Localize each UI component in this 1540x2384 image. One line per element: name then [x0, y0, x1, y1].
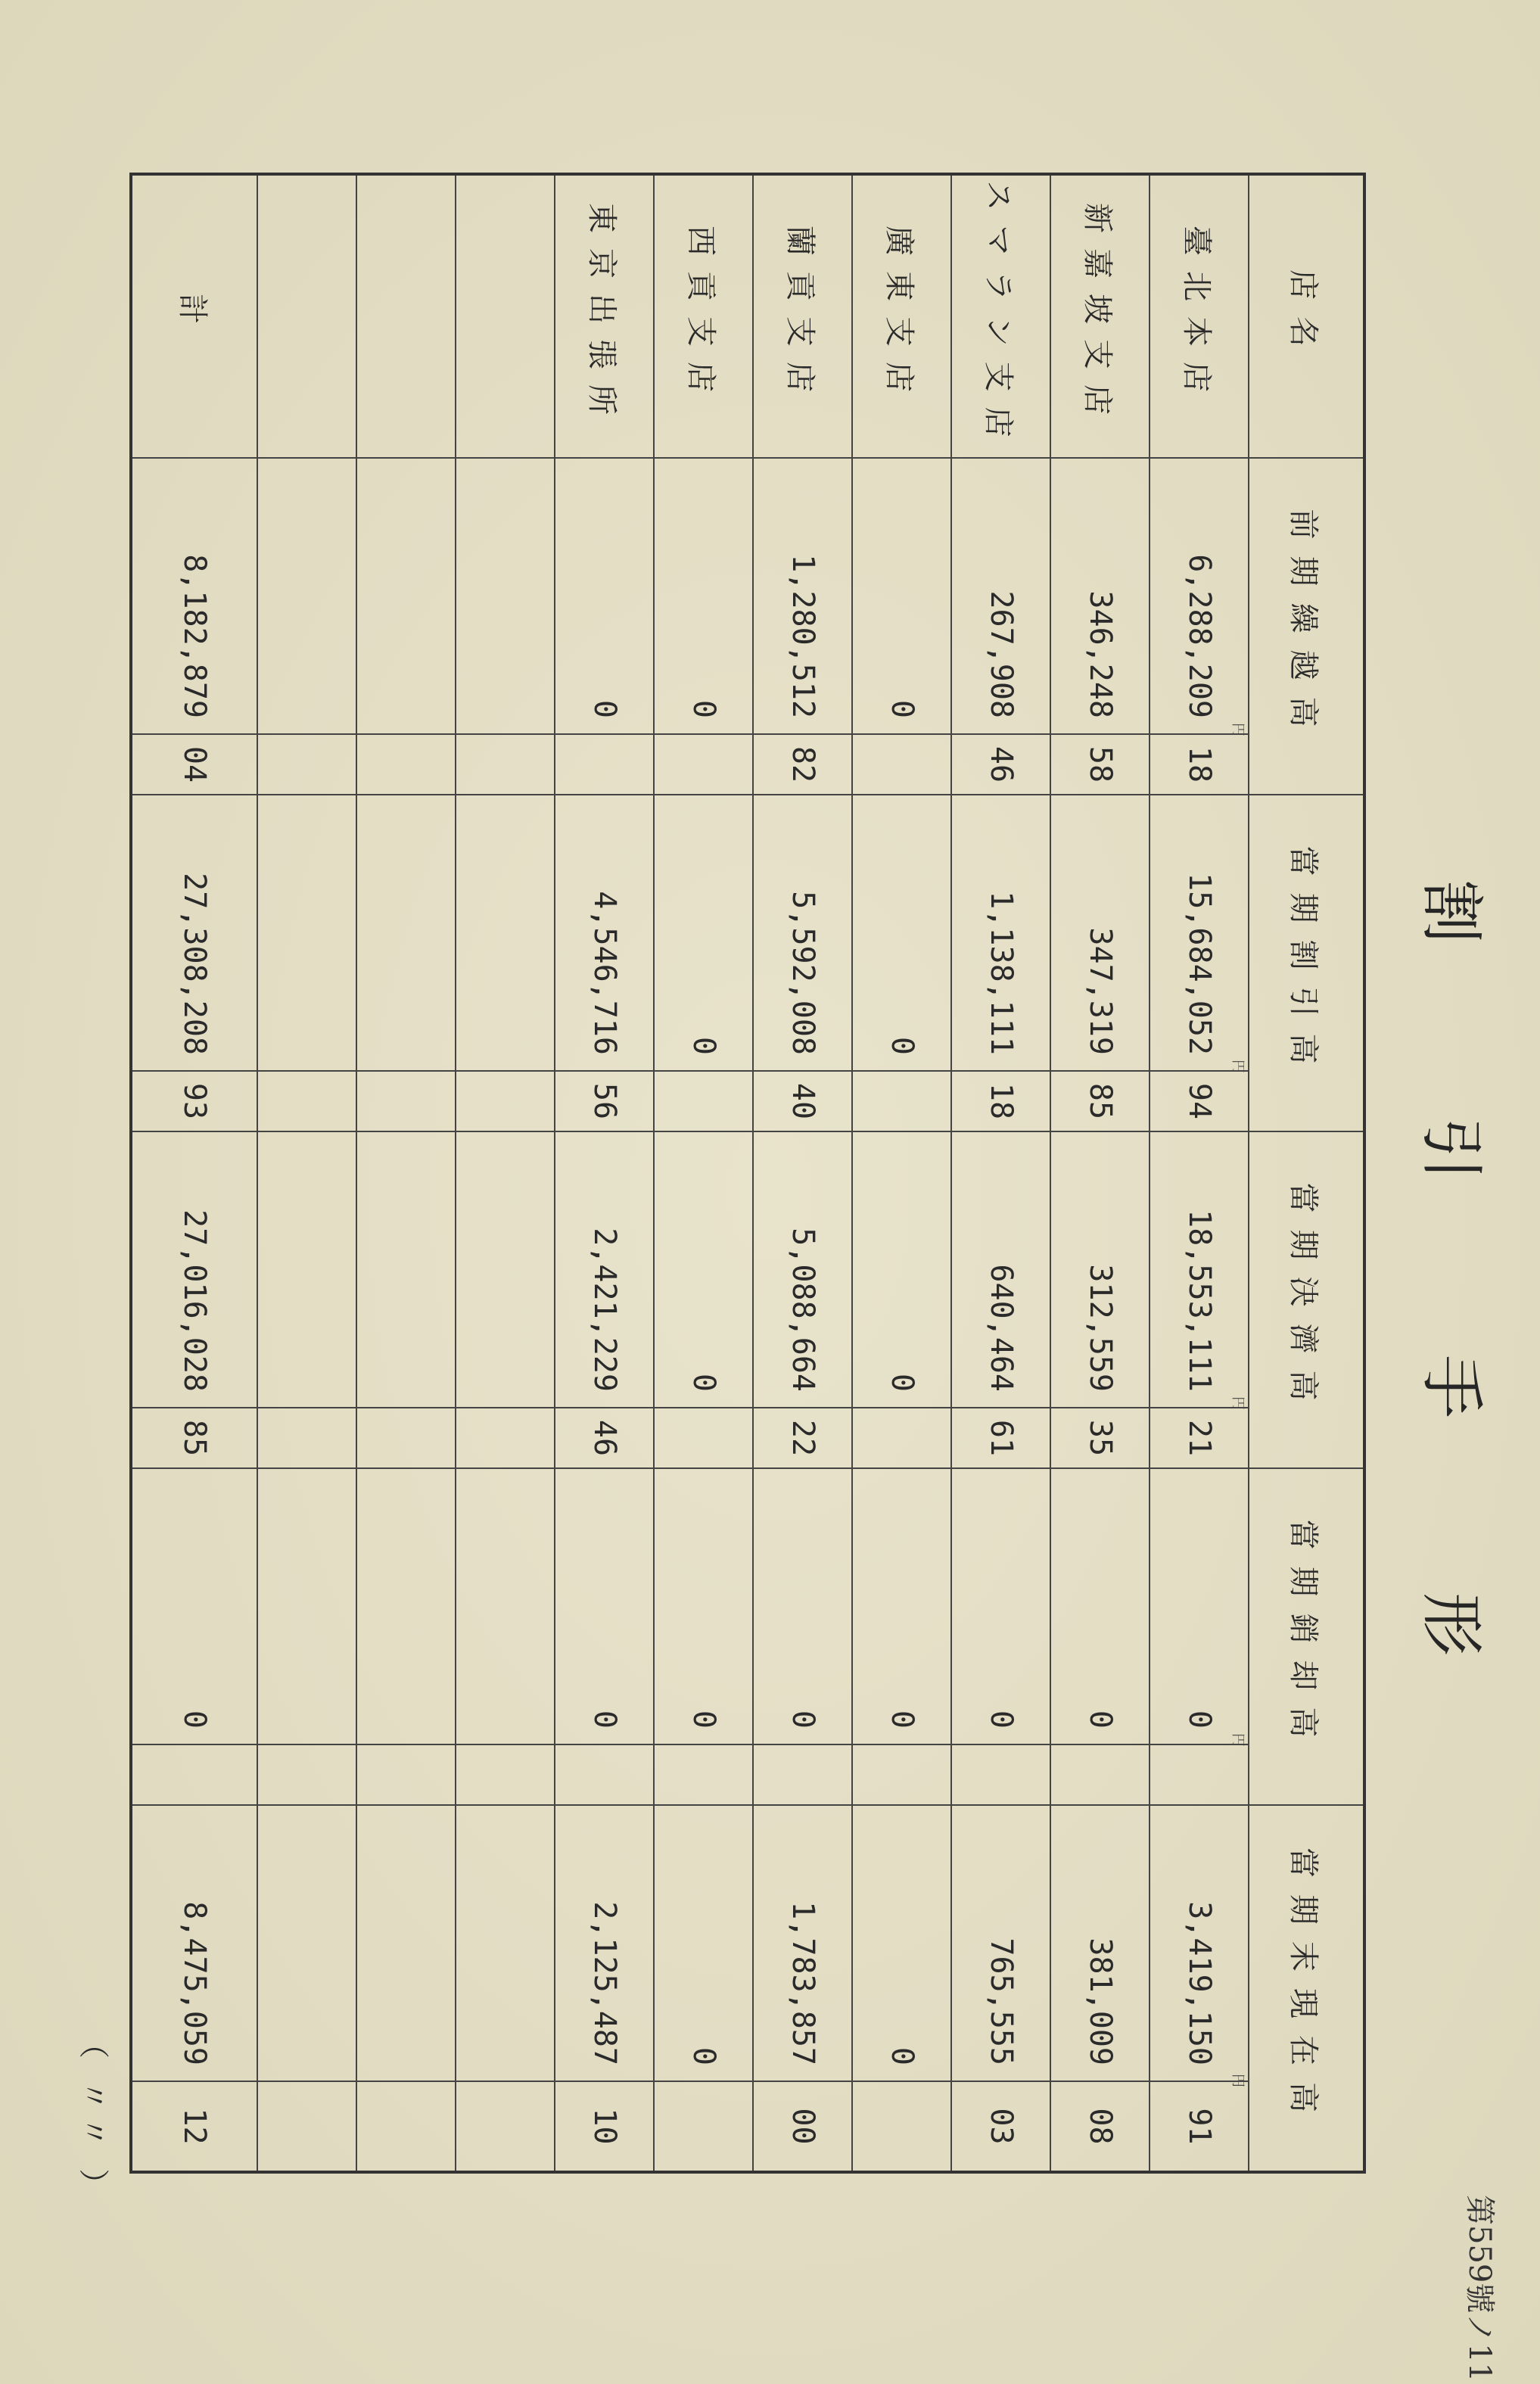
store-name: 西貢支店 — [654, 174, 753, 458]
table-row — [852, 174, 951, 2172]
settled-sen — [654, 1408, 753, 1468]
carry-yen: 6,288,209 — [1150, 458, 1249, 734]
table-row — [753, 174, 852, 2172]
header-period-end-balance: 當期末現在高 — [1249, 1805, 1364, 2172]
writeoff-yen: 0 — [555, 1468, 654, 1744]
store-name: 廣東支店 — [852, 174, 951, 458]
total-carry-sen: 04 — [131, 734, 257, 795]
carry-sen — [555, 734, 654, 795]
discount-sen: 18 — [951, 1071, 1050, 1131]
carry-yen: 0 — [654, 458, 753, 734]
total-settled-yen: 27,016,028 — [131, 1131, 257, 1408]
writeoff-yen: 0 — [1150, 1468, 1249, 1744]
discount-sen: 94 — [1150, 1071, 1249, 1131]
header-discounted: 當期割引高 — [1249, 795, 1364, 1131]
carry-yen: 346,248 — [1050, 458, 1150, 734]
store-name: スマラン支店 — [951, 174, 1050, 458]
discount-yen: 15,684,052 — [1150, 795, 1249, 1071]
carry-sen: 46 — [951, 734, 1050, 795]
writeoff-yen: 0 — [951, 1468, 1050, 1744]
settled-yen: 2,421,229 — [555, 1131, 654, 1408]
discount-yen: 4,546,716 — [555, 795, 654, 1071]
writeoff-sen — [1050, 1744, 1150, 1805]
yen-mark: 円 — [1230, 723, 1246, 736]
writeoff-yen: 0 — [1050, 1468, 1150, 1744]
total-label: 計 — [131, 174, 257, 458]
store-name: 蘭貢支店 — [753, 174, 852, 458]
discount-yen: 5,592,008 — [753, 795, 852, 1071]
total-writeoff-yen: 0 — [131, 1468, 257, 1744]
yen-mark: 円 — [1230, 1060, 1246, 1073]
balance-sen — [654, 2081, 753, 2172]
carry-sen — [852, 734, 951, 795]
total-carry-yen: 8,182,879 — [131, 458, 257, 734]
settled-sen: 22 — [753, 1408, 852, 1468]
writeoff-sen — [1150, 1744, 1249, 1805]
total-settled-sen: 85 — [131, 1408, 257, 1468]
total-balance-sen: 12 — [131, 2081, 257, 2172]
header-carried-forward: 前期繰越高 — [1249, 458, 1364, 795]
carry-sen: 18 — [1150, 734, 1249, 795]
settled-sen: 61 — [951, 1408, 1050, 1468]
total-discount-yen: 27,308,208 — [131, 795, 257, 1071]
discount-sen — [654, 1071, 753, 1131]
balance-sen — [852, 2081, 951, 2172]
balance-sen: 10 — [555, 2081, 654, 2172]
header-settled: 當期決濟高 — [1249, 1131, 1364, 1468]
header-row — [1249, 174, 1364, 2172]
header-written-off: 當期銷却高 — [1249, 1468, 1364, 1805]
settled-yen: 18,553,111 — [1150, 1131, 1249, 1408]
balance-yen: 0 — [654, 1805, 753, 2081]
table-row — [1150, 174, 1249, 2172]
discount-yen: 347,319 — [1050, 795, 1150, 1071]
writeoff-sen — [852, 1744, 951, 1805]
total-row — [131, 174, 257, 2172]
balance-yen: 1,783,857 — [753, 1805, 852, 2081]
table-row-empty — [356, 174, 456, 2172]
carry-sen: 82 — [753, 734, 852, 795]
writeoff-sen — [951, 1744, 1050, 1805]
page-mark: （ 〃〃 ） — [76, 2028, 110, 2205]
table-row — [555, 174, 654, 2172]
table-row-empty — [456, 174, 555, 2172]
yen-mark: 円 — [1230, 2074, 1246, 2087]
store-name: 臺北本店 — [1150, 174, 1249, 458]
writeoff-yen: 0 — [654, 1468, 753, 1744]
discount-yen: 0 — [852, 795, 951, 1071]
settled-yen: 312,559 — [1050, 1131, 1150, 1408]
carry-yen: 0 — [852, 458, 951, 734]
writeoff-yen: 0 — [852, 1468, 951, 1744]
settled-yen: 0 — [852, 1131, 951, 1408]
writeoff-yen: 0 — [753, 1468, 852, 1744]
balance-sen: 03 — [951, 2081, 1050, 2172]
page-title: 割引手形 — [1414, 879, 1489, 1830]
store-name: 東京出張所 — [555, 174, 654, 458]
table-row — [654, 174, 753, 2172]
settled-sen — [852, 1408, 951, 1468]
balance-yen: 3,419,150 — [1150, 1805, 1249, 2081]
discount-bills-table — [129, 173, 1366, 2174]
table-row — [1050, 174, 1150, 2172]
writeoff-sen — [753, 1744, 852, 1805]
carry-sen: 58 — [1050, 734, 1150, 795]
carry-yen: 0 — [555, 458, 654, 734]
discount-sen: 40 — [753, 1071, 852, 1131]
balance-yen: 381,009 — [1050, 1805, 1150, 2081]
balance-yen: 765,555 — [951, 1805, 1050, 2081]
settled-sen: 46 — [555, 1408, 654, 1468]
balance-sen: 91 — [1150, 2081, 1249, 2172]
total-writeoff-sen — [131, 1744, 257, 1805]
table-row — [951, 174, 1050, 2172]
discount-yen: 0 — [654, 795, 753, 1071]
writeoff-sen — [654, 1744, 753, 1805]
settled-yen: 0 — [654, 1131, 753, 1408]
carry-yen: 1,280,512 — [753, 458, 852, 734]
writeoff-sen — [555, 1744, 654, 1805]
balance-sen: 00 — [753, 2081, 852, 2172]
settled-sen: 35 — [1050, 1408, 1150, 1468]
balance-yen: 0 — [852, 1805, 951, 2081]
total-balance-yen: 8,475,059 — [131, 1805, 257, 2081]
discount-sen — [852, 1071, 951, 1131]
settled-yen: 640,464 — [951, 1131, 1050, 1408]
discount-yen: 1,138,111 — [951, 795, 1050, 1071]
settled-sen: 21 — [1150, 1408, 1249, 1468]
carry-sen — [654, 734, 753, 795]
settled-yen: 5,088,664 — [753, 1131, 852, 1408]
yen-mark: 円 — [1230, 1396, 1246, 1410]
yen-mark: 円 — [1230, 1733, 1246, 1747]
balance-yen: 2,125,487 — [555, 1805, 654, 2081]
table-row-empty — [257, 174, 356, 2172]
header-store-name: 店名 — [1249, 174, 1364, 458]
discount-sen: 85 — [1050, 1071, 1150, 1131]
carry-yen: 267,908 — [951, 458, 1050, 734]
total-discount-sen: 93 — [131, 1071, 257, 1131]
issue-number: 第559號ノ11 — [1462, 2195, 1497, 2382]
discount-sen: 56 — [555, 1071, 654, 1131]
balance-sen: 08 — [1050, 2081, 1150, 2172]
store-name: 新嘉坡支店 — [1050, 174, 1150, 458]
